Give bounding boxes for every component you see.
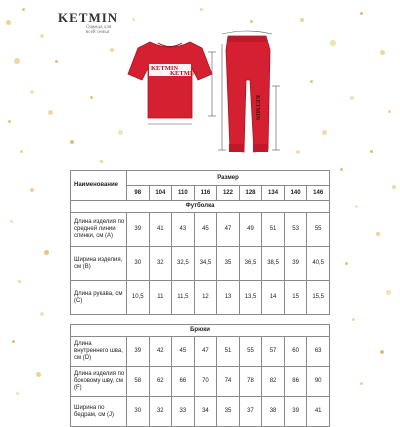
size-cell: 116 [194, 186, 217, 201]
garment-illustration [0, 0, 400, 170]
size-cell: 122 [217, 186, 240, 201]
size-cell: 98 [127, 186, 150, 201]
value-cell: 55 [307, 213, 330, 247]
confetti-dot [392, 185, 396, 189]
value-cell: 58 [127, 367, 150, 397]
confetti-dot [10, 220, 13, 223]
size-cell: 110 [172, 186, 195, 201]
value-cell: 34,5 [194, 247, 217, 281]
table-header-label: Наименование [71, 171, 127, 201]
value-cell: 11,5 [172, 281, 195, 315]
size-table [70, 170, 330, 427]
tshirt-drawing [128, 42, 216, 124]
value-cell: 13 [217, 281, 240, 315]
value-cell: 32,5 [172, 247, 195, 281]
confetti-dot [36, 372, 41, 377]
table-row [71, 337, 330, 367]
section-title: Брюки [71, 325, 330, 337]
value-cell: 62 [149, 367, 172, 397]
value-cell: 39 [284, 247, 307, 281]
value-cell: 60 [284, 337, 307, 367]
table-row [71, 397, 330, 427]
pants-waist-measure [222, 31, 272, 34]
value-cell: 37 [239, 397, 262, 427]
value-cell: 35 [217, 397, 240, 427]
confetti-dot [386, 290, 391, 295]
value-cell: 55 [239, 337, 262, 367]
confetti-dot [40, 312, 44, 316]
value-cell: 33 [172, 397, 195, 427]
section-title-row [71, 201, 330, 213]
table-row [71, 367, 330, 397]
value-cell: 47 [194, 337, 217, 367]
value-cell: 12 [194, 281, 217, 315]
value-cell: 34 [194, 397, 217, 427]
value-cell: 45 [172, 337, 195, 367]
table-row [71, 213, 330, 247]
value-cell: 70 [194, 367, 217, 397]
size-header: Размер [127, 171, 330, 186]
confetti-dot [352, 318, 355, 321]
section-spacer [71, 315, 330, 325]
value-cell: 30 [127, 397, 150, 427]
section-title-row [71, 325, 330, 337]
value-cell: 57 [262, 337, 285, 367]
value-cell: 13,5 [239, 281, 262, 315]
value-cell: 32 [149, 247, 172, 281]
value-cell: 39 [127, 337, 150, 367]
size-cell: 104 [149, 186, 172, 201]
value-cell: 45 [194, 213, 217, 247]
confetti-dot [380, 350, 384, 354]
value-cell: 39 [127, 213, 150, 247]
shirt-print-line1: KETMIN [151, 65, 179, 72]
value-cell: 86 [284, 367, 307, 397]
value-cell: 14 [262, 281, 285, 315]
value-cell: 82 [262, 367, 285, 397]
row-label: Ширина изделия, см (В) [71, 247, 127, 281]
value-cell: 74 [217, 367, 240, 397]
value-cell: 36,5 [239, 247, 262, 281]
size-cell: 128 [239, 186, 262, 201]
value-cell: 49 [239, 213, 262, 247]
value-cell: 51 [262, 213, 285, 247]
confetti-dot [44, 250, 49, 255]
value-cell: 30 [127, 247, 150, 281]
value-cell: 11 [149, 281, 172, 315]
value-cell: 10,5 [127, 281, 150, 315]
size-cell: 134 [262, 186, 285, 201]
confetti-dot [30, 188, 34, 192]
value-cell: 63 [307, 337, 330, 367]
value-cell: 41 [307, 397, 330, 427]
value-cell: 15,5 [307, 281, 330, 315]
value-cell: 38,5 [262, 247, 285, 281]
value-cell: 32 [149, 397, 172, 427]
value-cell: 39 [284, 397, 307, 427]
row-label: Длина изделия по средней линии спинки, см (А) [71, 213, 127, 247]
value-cell: 35 [217, 247, 240, 281]
size-cell: 140 [284, 186, 307, 201]
value-cell: 40,5 [307, 247, 330, 281]
table-row [71, 247, 330, 281]
brand-tagline-line1: Одежда для [86, 25, 112, 30]
shirt-print-line2: KETMIN [170, 70, 198, 77]
confetti-dot [12, 340, 15, 343]
value-cell: 47 [217, 213, 240, 247]
value-cell: 53 [284, 213, 307, 247]
size-cell: 146 [307, 186, 330, 201]
confetti-dot [376, 232, 380, 236]
table-row [71, 281, 330, 315]
brand-name: KETMIN [58, 10, 119, 25]
row-label: Длина внутреннего шва, см (D) [71, 337, 127, 367]
pants-drawing [218, 31, 280, 152]
confetti-dot [345, 262, 348, 265]
confetti-dot [355, 205, 358, 208]
value-cell: 15 [284, 281, 307, 315]
row-label: Длина изделия по боковому шву, см (F) [71, 367, 127, 397]
row-label: Ширина по бедрам, см (J) [71, 397, 127, 427]
value-cell: 78 [239, 367, 262, 397]
value-cell: 90 [307, 367, 330, 397]
value-cell: 42 [149, 337, 172, 367]
confetti-dot [16, 392, 19, 395]
value-cell: 51 [217, 337, 240, 367]
value-cell: 66 [172, 367, 195, 397]
value-cell: 38 [262, 397, 285, 427]
brand-tagline-line2: всей семьи [86, 30, 110, 35]
value-cell: 43 [172, 213, 195, 247]
confetti-dot [360, 382, 363, 385]
pants-print: KETMIN [254, 95, 260, 121]
value-cell: 41 [149, 213, 172, 247]
section-title: Футболка [71, 201, 330, 213]
confetti-dot [18, 280, 21, 283]
row-label: Длина рукава, см (С) [71, 281, 127, 315]
